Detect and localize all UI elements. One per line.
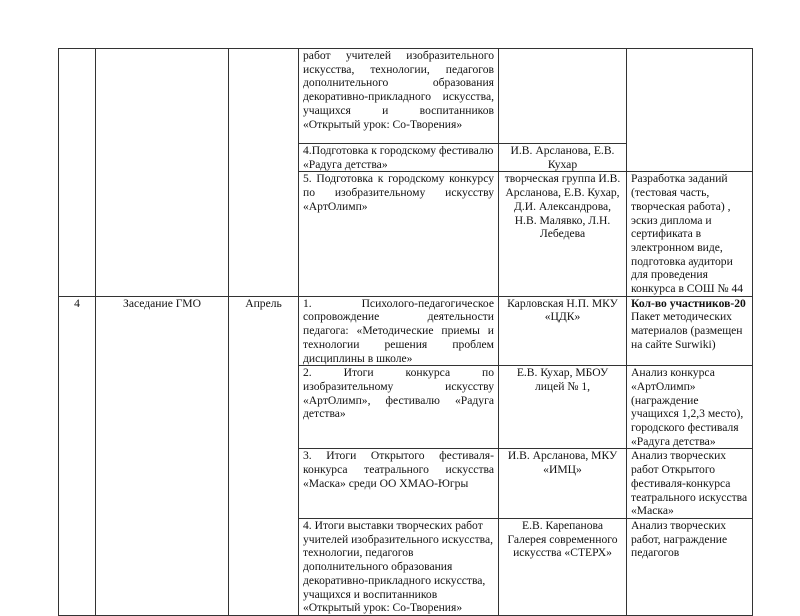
responsible-cell: И.В. Арсланова, Е.В. Кухар xyxy=(499,144,627,172)
participants-count: Кол-во участников-20 xyxy=(631,296,746,310)
responsible-cell: И.В. Арсланова, МКУ «ИМЦ» xyxy=(499,449,627,519)
result-text: Пакет методических материалов (размещен на сайте Surwiki) xyxy=(631,310,743,351)
topic-cell: 4.Подготовка к городскому фестивалю «Радуга детства» xyxy=(299,144,499,172)
topic-cell: работ учителей изобразительного искусства, технологии, педагогов дополнительного образования декоративно-прикладного искусства, учащихся и воспитанников «Открытый урок: Со-Творения» xyxy=(299,49,499,144)
responsible-cell xyxy=(499,49,627,144)
topic-cell: 4. Итоги выставки творческих работ учителей изобразительного искусства, технологии, педагогов дополнительного образования декоративно-прикладного искусства, учащихся и воспитанников «Открытый урок: Со-Творения» xyxy=(299,518,499,615)
responsible-cell: Е.В. Карепанова Галерея современного искусства «СТЕРХ» xyxy=(499,518,627,615)
number-cell xyxy=(59,49,96,297)
result-cell: Анализ конкурса «АртОлимп» (награждение учащихся 1,2,3 место), городского фестиваля «Радуга детства» xyxy=(627,366,753,449)
event-cell xyxy=(96,49,229,297)
result-cell: Разработка заданий (тестовая часть, творческая работа) , эскиз диплома и сертификата в электронном виде, подготовка аудитори для проведения конкурса в СОШ № 44 xyxy=(627,172,753,296)
topic-cell: 3. Итоги Открытого фестиваля-конкурса театрального искусства «Маска» среди ОО ХМАО-Югры xyxy=(299,449,499,519)
result-cell xyxy=(627,296,753,366)
number-cell: 4 xyxy=(59,296,96,615)
result-cell xyxy=(627,49,753,172)
topic-cell: 2. Итоги конкурса по изобразительному искусству «АртОлимп», фестивалю «Радуга детства» xyxy=(299,366,499,449)
month-cell xyxy=(229,49,299,297)
responsible-cell: Е.В. Кухар, МБОУ лицей № 1, xyxy=(499,366,627,449)
result-cell: Анализ творческих работ Открытого фестиваля-конкурса театрального искусства «Маска» xyxy=(627,449,753,519)
event-cell: Заседание ГМО xyxy=(96,296,229,615)
table-row xyxy=(59,296,753,366)
plan-table xyxy=(58,48,753,616)
topic-cell: 1. Психолого-педагогическое сопровождение деятельности педагога: «Методические приемы и технологии решения проблем дисциплины в школе» xyxy=(299,296,499,366)
result-cell: Анализ творческих работ, награждение педагогов xyxy=(627,518,753,615)
responsible-cell: Карловская Н.П. МКУ «ЦДК» xyxy=(499,296,627,366)
month-cell: Апрель xyxy=(229,296,299,615)
table-row xyxy=(59,49,753,144)
responsible-cell: творческая группа И.В. Арсланова, Е.В. Кухар, Д.И. Александрова, Н.В. Малявко, Л.Н. Лебедева xyxy=(499,172,627,296)
topic-cell: 5. Подготовка к городскому конкурсу по изобразительному искусству «АртОлимп» xyxy=(299,172,499,296)
